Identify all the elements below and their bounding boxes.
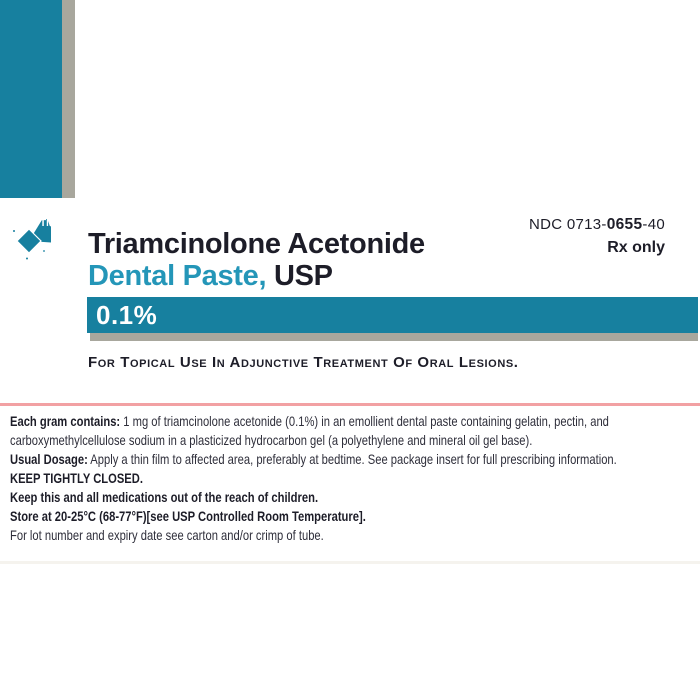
ndc-prefix: NDC 0713- [528, 216, 607, 233]
strength-value: 0.1% [96, 299, 158, 330]
ndc-product-code: 0655 [606, 216, 643, 233]
strength-bar [87, 297, 698, 333]
product-title-line1: Triamcinolone Acetonide [88, 228, 425, 260]
indication-statement: For Topical Use In Adjunctive Treatment Of Oral Lesions. [88, 354, 519, 371]
label-bottom-edge [0, 561, 700, 564]
info-line-text: carboxymethylcellulose sodium in a plasticized hydrocarbon gel (a polyethylene and mineral oil gel base). [10, 432, 533, 448]
net-weight-value: 5 [16, 342, 32, 372]
info-line-storage [10, 507, 698, 526]
brand-sidebar [0, 0, 62, 372]
info-line-bold: KEEP TIGHTLY CLOSED. [10, 470, 143, 486]
info-line-text: For lot number and expiry date see carton and/or crimp of tube. [10, 527, 324, 543]
label-information [10, 412, 698, 545]
info-line-text: 1 mg of triamcinolone acetonide (0.1%) in an emollient dental paste containing gelatin, pectin, and [120, 413, 609, 429]
pink-divider-line [0, 403, 700, 406]
net-weight-unit: g [33, 354, 43, 371]
info-line-contains [10, 412, 698, 431]
product-title [88, 228, 425, 292]
net-weight [16, 342, 42, 373]
info-line-contains-cont [10, 431, 698, 450]
info-line-bold: Usual Dosage: [10, 451, 88, 467]
product-form: Dental Paste, [88, 260, 267, 292]
info-line-lot-expiry [10, 526, 698, 545]
usp-designation: USP [266, 260, 333, 292]
rx-only-label: Rx only [607, 239, 665, 256]
product-title-line2 [88, 260, 425, 292]
ndc-suffix: -40 [642, 216, 665, 233]
info-line-keep-closed [10, 469, 698, 488]
info-line-dosage [10, 450, 698, 469]
vertical-gray-strip [62, 0, 75, 198]
info-line-text: Apply a thin film to affected area, preferably at bedtime. See package insert for full prescribing information. [87, 451, 617, 467]
info-line-bold: Store at 20-25°C (68-77°F)[see USP Controlled Room Temperature]. [10, 508, 366, 524]
info-line-bold: Keep this and all medications out of the reach of children. [10, 489, 319, 505]
ndc-block [529, 216, 665, 257]
ndc-number [529, 216, 665, 234]
trademark-symbol: TM [40, 218, 55, 229]
info-line-children-warning [10, 488, 698, 507]
info-line-bold: Each gram contains: [10, 413, 121, 429]
horizontal-gray-strip [90, 333, 698, 341]
